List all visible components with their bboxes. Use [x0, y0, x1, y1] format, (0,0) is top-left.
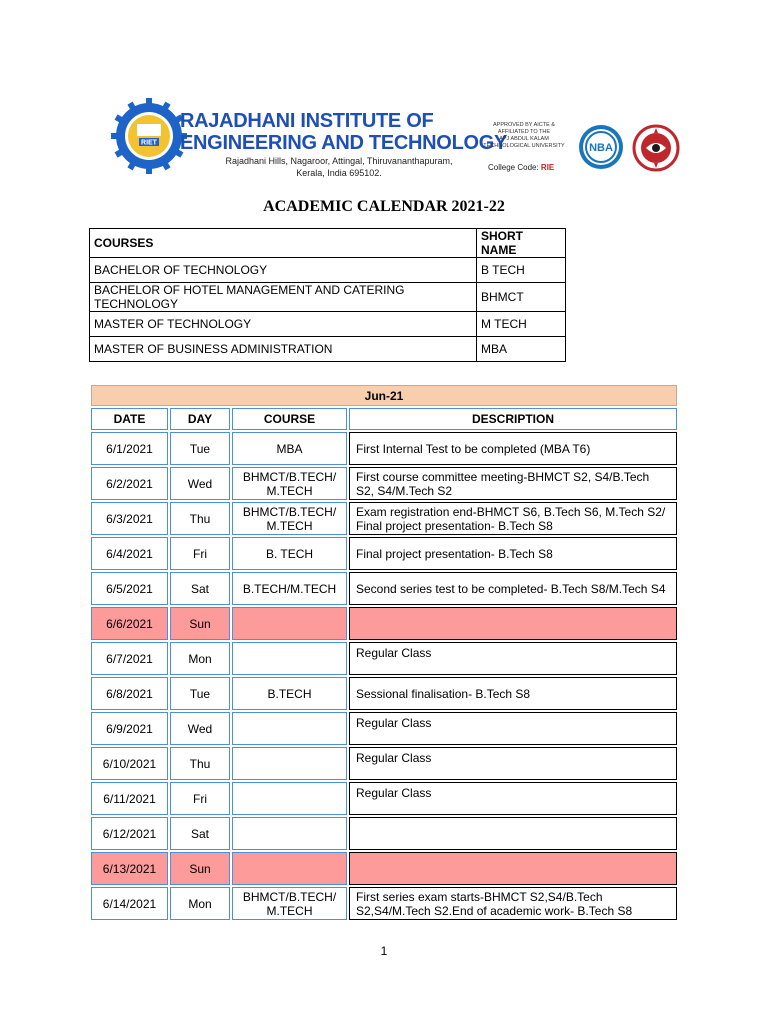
course-name: BACHELOR OF HOTEL MANAGEMENT AND CATERING TECHNOLOGY	[90, 283, 477, 312]
course-cell: BHMCT/B.TECH/ M.TECH	[232, 502, 347, 535]
calendar-row	[91, 747, 677, 780]
day-cell: Sat	[170, 817, 230, 850]
month-row	[91, 385, 677, 406]
institute-address	[204, 155, 474, 179]
college-code-value: RIE	[540, 163, 555, 172]
course-name: MASTER OF BUSINESS ADMINISTRATION	[90, 337, 477, 362]
day-cell: Wed	[170, 712, 230, 745]
course-cell: B. TECH	[232, 537, 347, 570]
approval-text	[480, 122, 568, 150]
description-cell: Regular Class	[349, 642, 677, 675]
day-cell: Tue	[170, 677, 230, 710]
date-cell: 6/13/2021	[91, 852, 168, 885]
day-cell: Tue	[170, 432, 230, 465]
calendar-body	[91, 432, 677, 920]
course-cell	[232, 607, 347, 640]
course-name: BACHELOR OF TECHNOLOGY	[90, 258, 477, 283]
calendar-row	[91, 642, 677, 675]
course-cell: BHMCT/B.TECH/ M.TECH	[232, 887, 347, 920]
description-cell: Second series test to be completed- B.Tech S8/M.Tech S4	[349, 572, 677, 605]
description-cell: Sessional finalisation- B.Tech S8	[349, 677, 677, 710]
date-cell: 6/2/2021	[91, 467, 168, 500]
description-cell: First Internal Test to be completed (MBA T6)	[349, 432, 677, 465]
course-short-name: B TECH	[477, 258, 566, 283]
day-cell: Mon	[170, 642, 230, 675]
course-row	[90, 258, 566, 283]
calendar-row	[91, 607, 677, 640]
month-label: Jun-21	[91, 385, 677, 406]
course-name: MASTER OF TECHNOLOGY	[90, 312, 477, 337]
institute-logo	[111, 98, 187, 174]
date-cell: 6/4/2021	[91, 537, 168, 570]
course-row	[90, 312, 566, 337]
date-cell: 6/5/2021	[91, 572, 168, 605]
course-cell: B.TECH	[232, 677, 347, 710]
date-cell: 6/12/2021	[91, 817, 168, 850]
day-cell: Mon	[170, 887, 230, 920]
course-cell: B.TECH/M.TECH	[232, 572, 347, 605]
address-line2: Kerala, India 695102.	[296, 168, 382, 178]
college-code-label: College Code:	[488, 163, 541, 172]
day-cell: Sat	[170, 572, 230, 605]
calendar-row	[91, 502, 677, 535]
calendar-row	[91, 852, 677, 885]
date-cell: 6/9/2021	[91, 712, 168, 745]
nba-logo	[578, 124, 624, 170]
course-cell	[232, 712, 347, 745]
description-cell: Exam registration end-BHMCT S6, B.Tech S6, M.Tech S2/ Final project presentation- B.Tech S8	[349, 502, 677, 535]
date-cell: 6/3/2021	[91, 502, 168, 535]
calendar-row	[91, 712, 677, 745]
date-cell: 6/7/2021	[91, 642, 168, 675]
nba-letters: NBA	[589, 142, 613, 154]
calendar-row	[91, 887, 677, 920]
calendar-row	[91, 782, 677, 815]
day-cell: Thu	[170, 747, 230, 780]
day-cell: Fri	[170, 782, 230, 815]
institute-name-line2: ENGINEERING AND TECHNOLOGY	[180, 132, 508, 154]
date-cell: 6/1/2021	[91, 432, 168, 465]
day-cell: Thu	[170, 502, 230, 535]
course-short-name: M TECH	[477, 312, 566, 337]
course-cell: BHMCT/B.TECH/ M.TECH	[232, 467, 347, 500]
description-cell: Final project presentation- B.Tech S8	[349, 537, 677, 570]
institute-header	[108, 98, 688, 178]
description-cell	[349, 817, 677, 850]
header-description: DESCRIPTION	[349, 408, 677, 430]
course-short-name: MBA	[477, 337, 566, 362]
approval-line4: TECHNOLOGICAL UNIVERSITY	[483, 143, 565, 149]
calendar-row	[91, 467, 677, 500]
description-cell	[349, 607, 677, 640]
course-short-name: BHMCT	[477, 283, 566, 312]
course-cell	[232, 852, 347, 885]
date-cell: 6/8/2021	[91, 677, 168, 710]
courses-table	[89, 228, 566, 362]
institute-name-line1: RAJADHANI INSTITUTE OF	[180, 110, 434, 132]
course-row	[90, 283, 566, 312]
calendar-row	[91, 572, 677, 605]
header-day: DAY	[170, 408, 230, 430]
calendar-row	[91, 432, 677, 465]
logo-letters: RIET	[141, 139, 157, 147]
approval-line2: AFFILIATED TO THE	[497, 129, 551, 135]
date-cell: 6/11/2021	[91, 782, 168, 815]
course-cell	[232, 642, 347, 675]
calendar-row	[91, 537, 677, 570]
course-cell	[232, 817, 347, 850]
day-cell: Wed	[170, 467, 230, 500]
description-cell: First series exam starts-BHMCT S2,S4/B.Tech S2,S4/M.Tech S2.End of academic work- B.Tech S8	[349, 887, 677, 920]
day-cell: Sun	[170, 852, 230, 885]
courses-header-course: COURSES	[90, 229, 477, 258]
address-line1: Rajadhani Hills, Nagaroor, Attingal, Thiruvananthapuram,	[225, 156, 453, 166]
approval-line1: APPROVED BY AICTE &	[493, 122, 555, 128]
date-cell: 6/10/2021	[91, 747, 168, 780]
page-number: 1	[380, 944, 388, 958]
day-cell: Fri	[170, 537, 230, 570]
date-cell: 6/6/2021	[91, 607, 168, 640]
header-date: DATE	[91, 408, 168, 430]
description-cell: Regular Class	[349, 712, 677, 745]
courses-header-short: SHORT NAME	[477, 229, 566, 258]
calendar-row	[91, 677, 677, 710]
course-cell	[232, 782, 347, 815]
course-cell: MBA	[232, 432, 347, 465]
course-row	[90, 337, 566, 362]
approval-line3: APJ ABDUL KALAM	[499, 136, 549, 142]
calendar-row	[91, 817, 677, 850]
day-cell: Sun	[170, 607, 230, 640]
document-title: ACADEMIC CALENDAR 2021-22	[263, 198, 505, 215]
college-code	[488, 163, 554, 172]
calendar-table	[89, 383, 679, 922]
header-course: COURSE	[232, 408, 347, 430]
courses-header-row	[90, 229, 566, 258]
calendar-header-row	[91, 408, 677, 430]
date-cell: 6/14/2021	[91, 887, 168, 920]
institute-name	[180, 110, 507, 154]
description-cell: Regular Class	[349, 747, 677, 780]
description-cell	[349, 852, 677, 885]
course-cell	[232, 747, 347, 780]
description-cell: First course committee meeting-BHMCT S2, S4/B.Tech S2, S4/M.Tech S2	[349, 467, 677, 500]
aicte-logo	[632, 124, 680, 172]
description-cell: Regular Class	[349, 782, 677, 815]
